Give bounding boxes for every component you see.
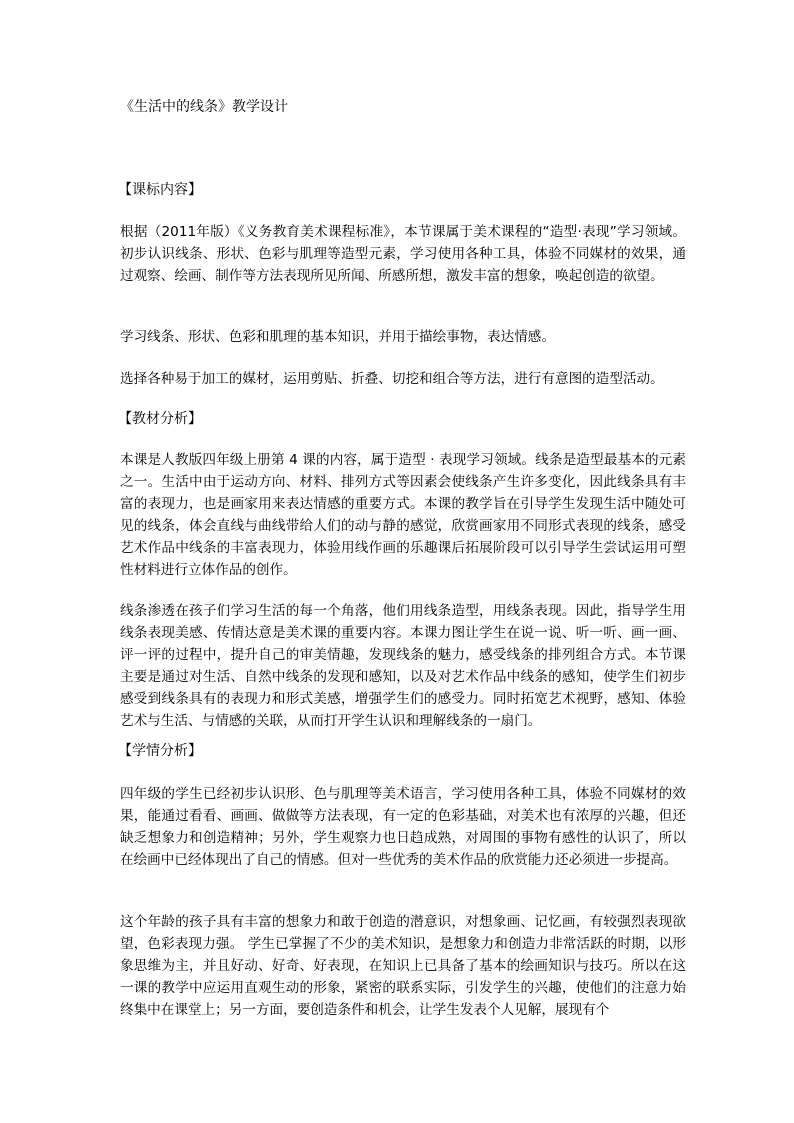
document-title: 《生活中的线条》教学设计 [120,99,288,115]
textbook-paragraph-2: 线条渗透在孩子们学习生活的每一个角落，他们用线条造型，用线条表现。因此，指导学生用线条表现美感、传情达意是美术课的重要内容。本课力图让学生在说一说、听一听、画一画、评一评的过程中，提升自己的审美情趣，发现线条的魅力，感受线条的排列组合方式。本节课主要是通过对生活、自然中线条的发现和感知，以及对艺术作品中线条的感知，使学生们初步感受到线条具有的表现力和形式美感，增强学生们的感受力。同时拓宽艺术视野，感知、体验艺术与生活、与情感的关联，从而打开学生认识和理解线条的一扇门。 [120,603,686,729]
section-heading-curriculum: 【课标内容】 [118,182,202,198]
section-heading-textbook: 【教材分析】 [118,411,202,427]
curriculum-paragraph-3: 选择各种易于加工的媒材，运用剪贴、折叠、切挖和组合等方法，进行有意图的造型活动。 [120,371,664,387]
students-paragraph-1: 四年级的学生已经初步认识形、色与肌理等美术语言，学习使用各种工具，体验不同媒材的效果，能通过看看、画画、做做等方法表现，有一定的色彩基础，对美术也有浓厚的兴趣，但还缺乏想象力和创造精神；另外，学生观察力也日趋成熟，对周围的事物有感性的认识了，所以在绘画中已经体现出了自己的情感。但对一些优秀的美术作品的欣赏能力还必须进一步提高。 [120,786,686,868]
students-paragraph-2: 这个年龄的孩子具有丰富的想象力和敢于创造的潜意识，对想象画、记忆画，有较强烈表现欲望，色彩表现力强。 学生已掌握了不少的美术知识，是想象力和创造力非常活跃的时期，以形象思维为主，并且好动、好奇、好表现，在知识上已具备了基本的绘画知识与技巧。所以在这一课的教学中应运用直观生动的形象，紧密的联系实际，引发学生的兴趣，使他们的注意力始终集中在课堂上；另一方面，要创造条件和机会，让学生发表个人见解，展现有个 [120,914,686,1018]
curriculum-paragraph-2: 学习线条、形状、色彩和肌理的基本知识，并用于描绘事物，表达情感。 [120,329,555,345]
textbook-paragraph-1: 本课是人教版四年级上册第 4 课的内容，属于造型 · 表现学习领域。线条是造型最基本的元素之一。生活中由于运动方向、材料、排列方式等因素会使线条产生许多变化，因此线条具有丰富的表现力，也是画家用来表达情感的重要方式。本课的教学旨在引导学生发现生活中随处可见的线条，体会直线与曲线带给人们的动与静的感觉，欣赏画家用不同形式表现的线条，感受艺术作品中线条的丰富表现力，体验用线作画的乐趣课后拓展阶段可以引导学生尝试运用可塑性材料进行立体作品的创作。 [120,452,686,578]
section-heading-students: 【学情分析】 [118,743,202,759]
curriculum-paragraph-1: 根据（2011年版）《义务教育美术课程标准》，本节课属于美术课程的“造型·表现”学习领域。初步认识线条、形状、色彩与肌理等造型元素，学习使用各种工具，体验不同媒材的效果，通过观察、绘画、制作等方法表现所见所闻、所感所想，激发丰富的想象，唤起创造的欲望。 [120,224,686,284]
